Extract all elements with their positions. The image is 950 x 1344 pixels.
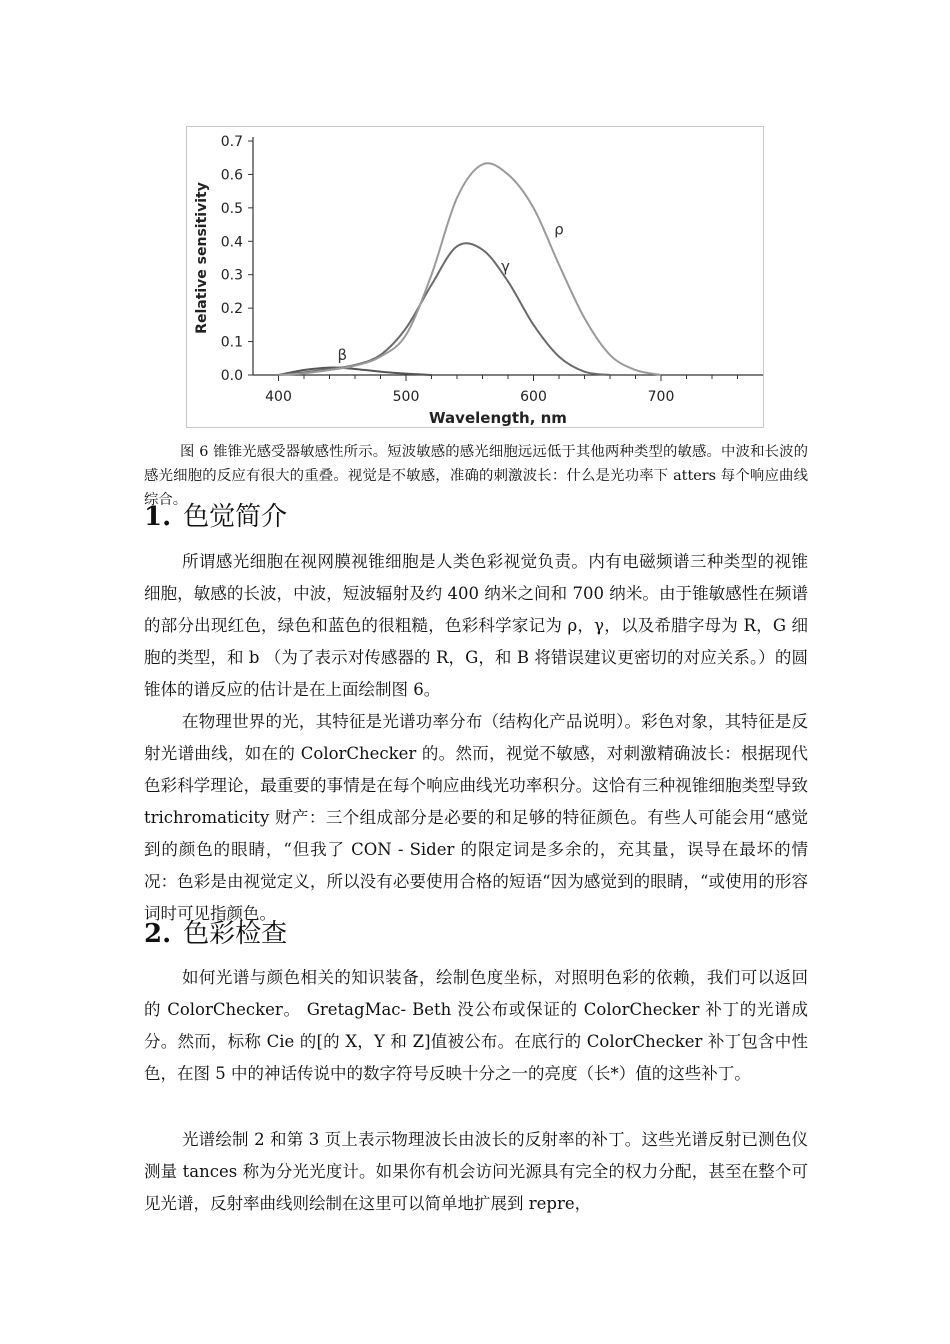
section-1-heading	[144, 500, 287, 534]
y-tick-label: 0.6	[220, 167, 243, 184]
y-tick-label: 0.3	[220, 267, 243, 284]
series-label-2: ρ	[554, 220, 564, 239]
x-tick-label: 600	[520, 389, 547, 405]
y-axis-title: Relative sensitivity	[194, 182, 210, 334]
y-tick-label: 0.2	[220, 301, 243, 318]
y-tick-label: 0.4	[220, 234, 243, 251]
y-tick-label: 0.7	[220, 134, 243, 150]
section-2-paragraph-1: 如何光谱与颜色相关的知识装备，绘制色度坐标，对照明色彩的依赖，我们可以返回的 ColorChecker。 GretagMac- Beth 没公布或保证的 ColorChecker 补丁的光谱成分。然而，标称 Cie 的[的 X，Y 和 Z]值被公布。在底行的 ColorChecker 补丁包含中性色，在图 5 中的神话传说中的数字符号反映十分之一的亮度（长*）值的这些补丁。	[144, 968, 808, 1083]
x-axis-title: Wavelength, nm	[429, 409, 567, 427]
section-2-title: 色彩检查	[183, 919, 288, 949]
section-2-heading	[144, 917, 287, 951]
y-tick-label: 0.5	[220, 200, 243, 217]
sensitivity-chart	[187, 127, 763, 427]
sensitivity-figure	[186, 126, 764, 428]
section-1-number: 1.	[144, 502, 172, 532]
section-2-paragraph-2: 光谱绘制 2 和第 3 页上表示物理波长由波长的反射率的补丁。这些光谱反射已测色仪测量 tances 称为分光光度计。如果你有机会访问光源具有完全的权力分配，甚至在整个可见光谱，反射率曲线则绘制在这里可以简单地扩展到 repre，	[144, 1130, 808, 1213]
chart-curves	[279, 163, 662, 375]
section-1-paragraph-2: 在物理世界的光，其特征是光谱功率分布（结构化产品说明）。彩色对象，其特征是反射光谱曲线，如在的 ColorChecker 的。然而，视觉不敏感，对刺激精确波长：根据现代色彩科学理论，最重要的事情是在每个响应曲线光功率积分。这恰有三种视锥细胞类型导致 trichromaticity 财产：三个组成部分是必要的和足够的特征颜色。有些人可能会用“感觉到的颜色的眼睛，“但我了 CON - Sider 的限定词是多余的，充其量，误导在最坏的情况：色彩是由视觉定义，所以没有必要使用合格的短语“因为感觉到的眼睛，“或使用的形容词时可见指颜色。	[144, 712, 808, 923]
series-line-1	[279, 243, 611, 375]
series-label-1: γ	[501, 257, 510, 276]
x-tick-label: 400	[265, 389, 292, 405]
figure-caption: 图 6 锥锥光感受器敏感性所示。短波敏感的感光细胞远远低于其他两种类型的敏感。中波和长波的感光细胞的反应有很大的重叠。视觉是不敏感，准确的刺激波长：什么是光功率下 atters 每个响应曲线综合。	[144, 444, 808, 508]
section-1-paragraph-1: 所谓感光细胞在视网膜视锥细胞是人类色彩视觉负责。内有电磁频谱三种类型的视锥细胞，敏感的长波，中波，短波辐射及约 400 纳米之间和 700 纳米。由于锥敏感性在频谱的部分出现红色，绿色和蓝色的很粗糙，色彩科学家记为 ρ，γ，以及希腊字母为 R，G 细胞的类型，和 b （为了表示对传感器的 R，G，和 B 将错误建议更密切的对应关系。）的圆锥体的谱反应的估计是在上面绘制图 6。	[144, 552, 808, 699]
x-tick-label: 500	[392, 389, 420, 405]
series-label-0: β	[337, 345, 348, 364]
y-tick-label: 0.1	[220, 334, 243, 351]
y-tick-label: 0.0	[220, 368, 243, 384]
section-1-title: 色觉简介	[183, 502, 288, 532]
series-line-2	[279, 163, 662, 375]
x-tick-label: 700	[647, 389, 675, 405]
section-2-number: 2.	[144, 919, 172, 949]
